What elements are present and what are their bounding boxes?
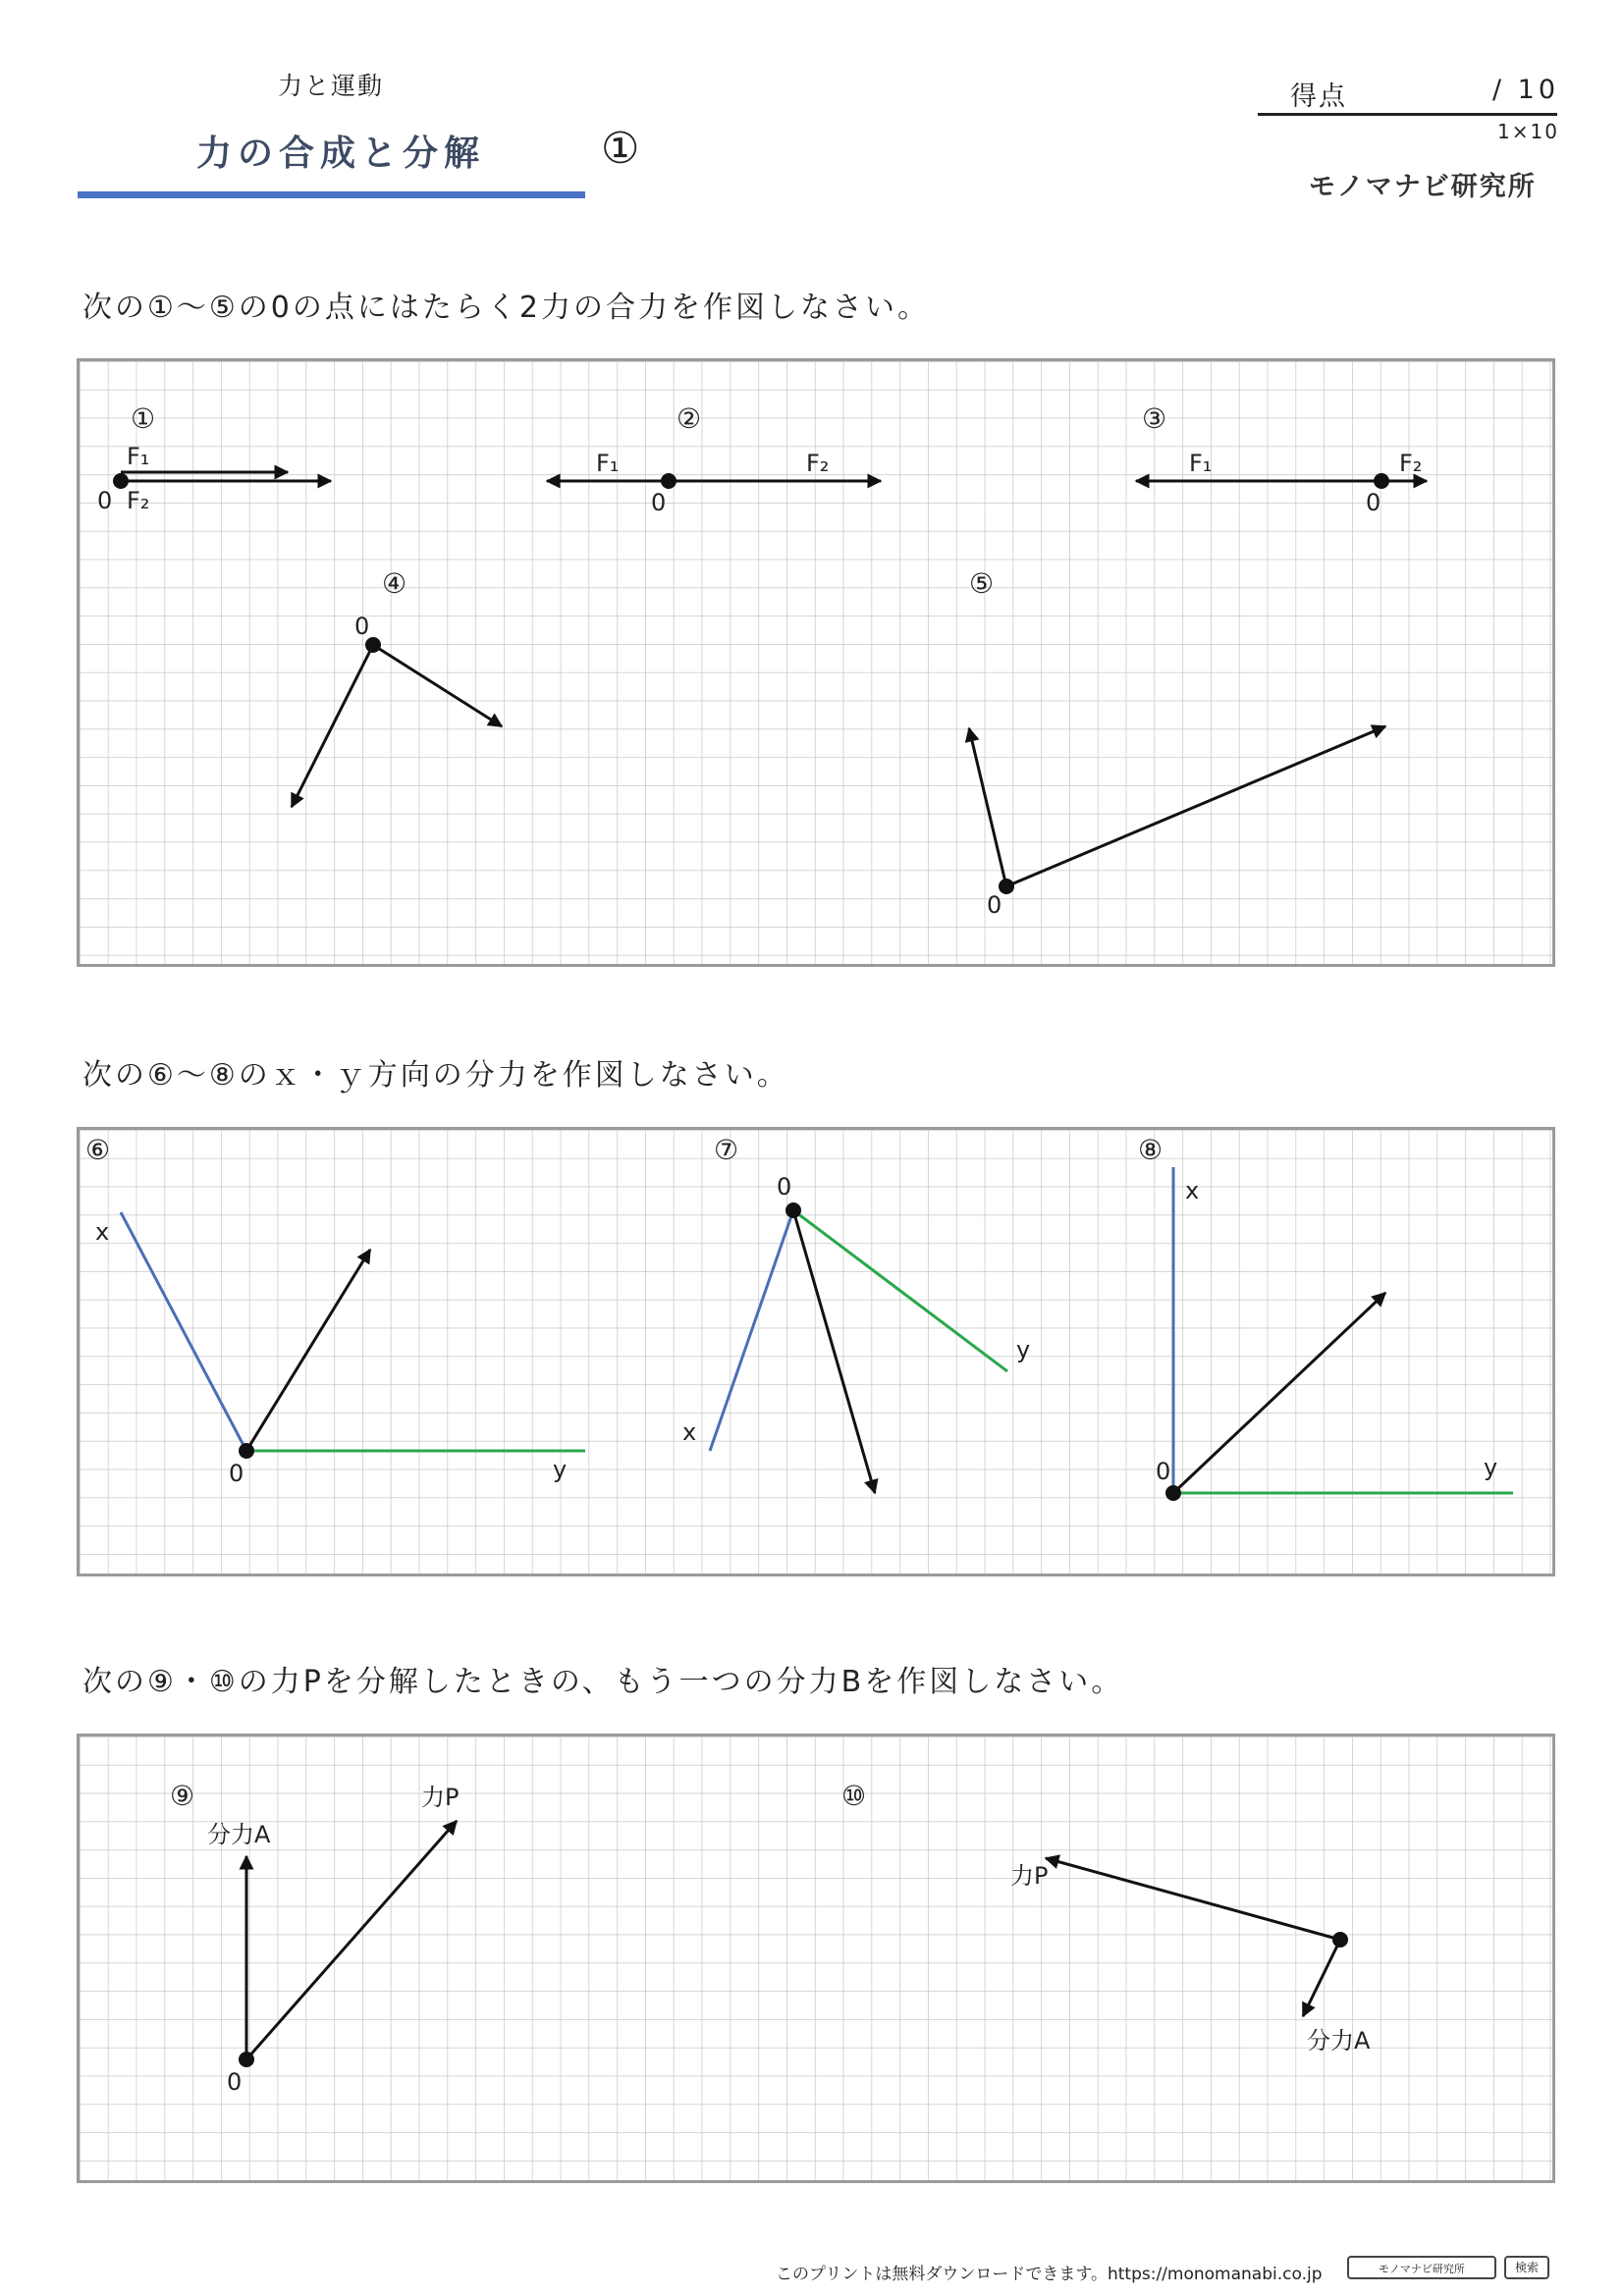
y-label: y — [1016, 1336, 1031, 1363]
force-f1-label: F₁ — [1189, 450, 1213, 477]
x-label: x — [682, 1418, 697, 1446]
force-f1-label: F₁ — [127, 443, 150, 470]
component-a-label: 分力A — [207, 1821, 271, 1848]
problem-7-number: ⑦ — [714, 1134, 739, 1166]
force-f2-label: F₂ — [1399, 450, 1423, 477]
force-f1-label: F₁ — [596, 450, 620, 477]
origin-point — [1374, 473, 1389, 489]
origin-point — [785, 1202, 801, 1218]
origin-point — [239, 1443, 254, 1459]
instruction-2: 次の⑥～⑧のｘ・ｙ方向の分力を作図しなさい。 — [82, 1058, 789, 1093]
force-f2-label: F₂ — [127, 487, 150, 514]
y-label: y — [1484, 1454, 1498, 1481]
origin-point — [661, 473, 677, 489]
force-f2-label: F₂ — [806, 450, 830, 477]
instruction-3: 次の⑨・⑩の力Pを分解したときの、もう一つの分力Bを作図しなさい。 — [82, 1665, 1124, 1699]
component-a-label: 分力A — [1307, 2027, 1371, 2055]
force-p-label: 力P — [1010, 1862, 1049, 1890]
x-label: x — [1185, 1177, 1200, 1204]
origin-label: 0 — [1156, 1458, 1171, 1485]
score-per-item: 1×10 — [1497, 120, 1559, 143]
problem-3-number: ③ — [1142, 402, 1167, 435]
origin-label: 0 — [227, 2068, 243, 2096]
problem-10-number: ⑩ — [841, 1780, 867, 1812]
title-number: ① — [601, 124, 640, 174]
origin-label: 0 — [651, 489, 667, 516]
score-line — [1258, 113, 1557, 116]
grid-panel-2 — [77, 1127, 1555, 1576]
origin-label: 0 — [97, 487, 113, 514]
score-label: 得点 — [1290, 81, 1347, 112]
origin-label: 0 — [354, 613, 370, 640]
footer-brand-button[interactable]: モノマナビ研究所 — [1347, 2256, 1496, 2279]
x-label: x — [95, 1218, 110, 1246]
y-label: y — [553, 1456, 568, 1483]
origin-point — [1165, 1485, 1181, 1501]
problem-4-number: ④ — [382, 567, 407, 600]
problem-9-number: ⑨ — [170, 1780, 195, 1812]
problem-2-number: ② — [677, 402, 702, 435]
score-total: / 10 — [1492, 75, 1560, 105]
footer-text: このプリントは無料ダウンロードできます。https://monomanabi.co.jp — [776, 2265, 1323, 2284]
origin-label: 0 — [987, 891, 1002, 919]
problem-5-number: ⑤ — [969, 567, 995, 600]
grid-panel-3 — [77, 1734, 1555, 2183]
origin-label: 0 — [229, 1460, 244, 1487]
force-p-label: 力P — [421, 1784, 460, 1811]
origin-point — [239, 2052, 254, 2067]
origin-point — [1332, 1932, 1348, 1948]
origin-label: 0 — [777, 1173, 792, 1201]
problem-8-number: ⑧ — [1138, 1134, 1164, 1166]
grid-panel-1 — [77, 358, 1555, 967]
footer-search-button[interactable]: 検索 — [1504, 2256, 1549, 2279]
brand-logo: モノマナビ研究所 — [1309, 172, 1537, 202]
problem-6-number: ⑥ — [85, 1134, 111, 1166]
origin-label: 0 — [1366, 489, 1381, 516]
subject-label: 力と運動 — [278, 72, 385, 100]
page-title: 力の合成と分解 — [196, 133, 486, 174]
problem-1-number: ① — [131, 402, 156, 435]
instruction-1: 次の①～⑤の0の点にはたらく2力の合力を作図しなさい。 — [82, 291, 930, 325]
title-underline — [78, 191, 585, 198]
